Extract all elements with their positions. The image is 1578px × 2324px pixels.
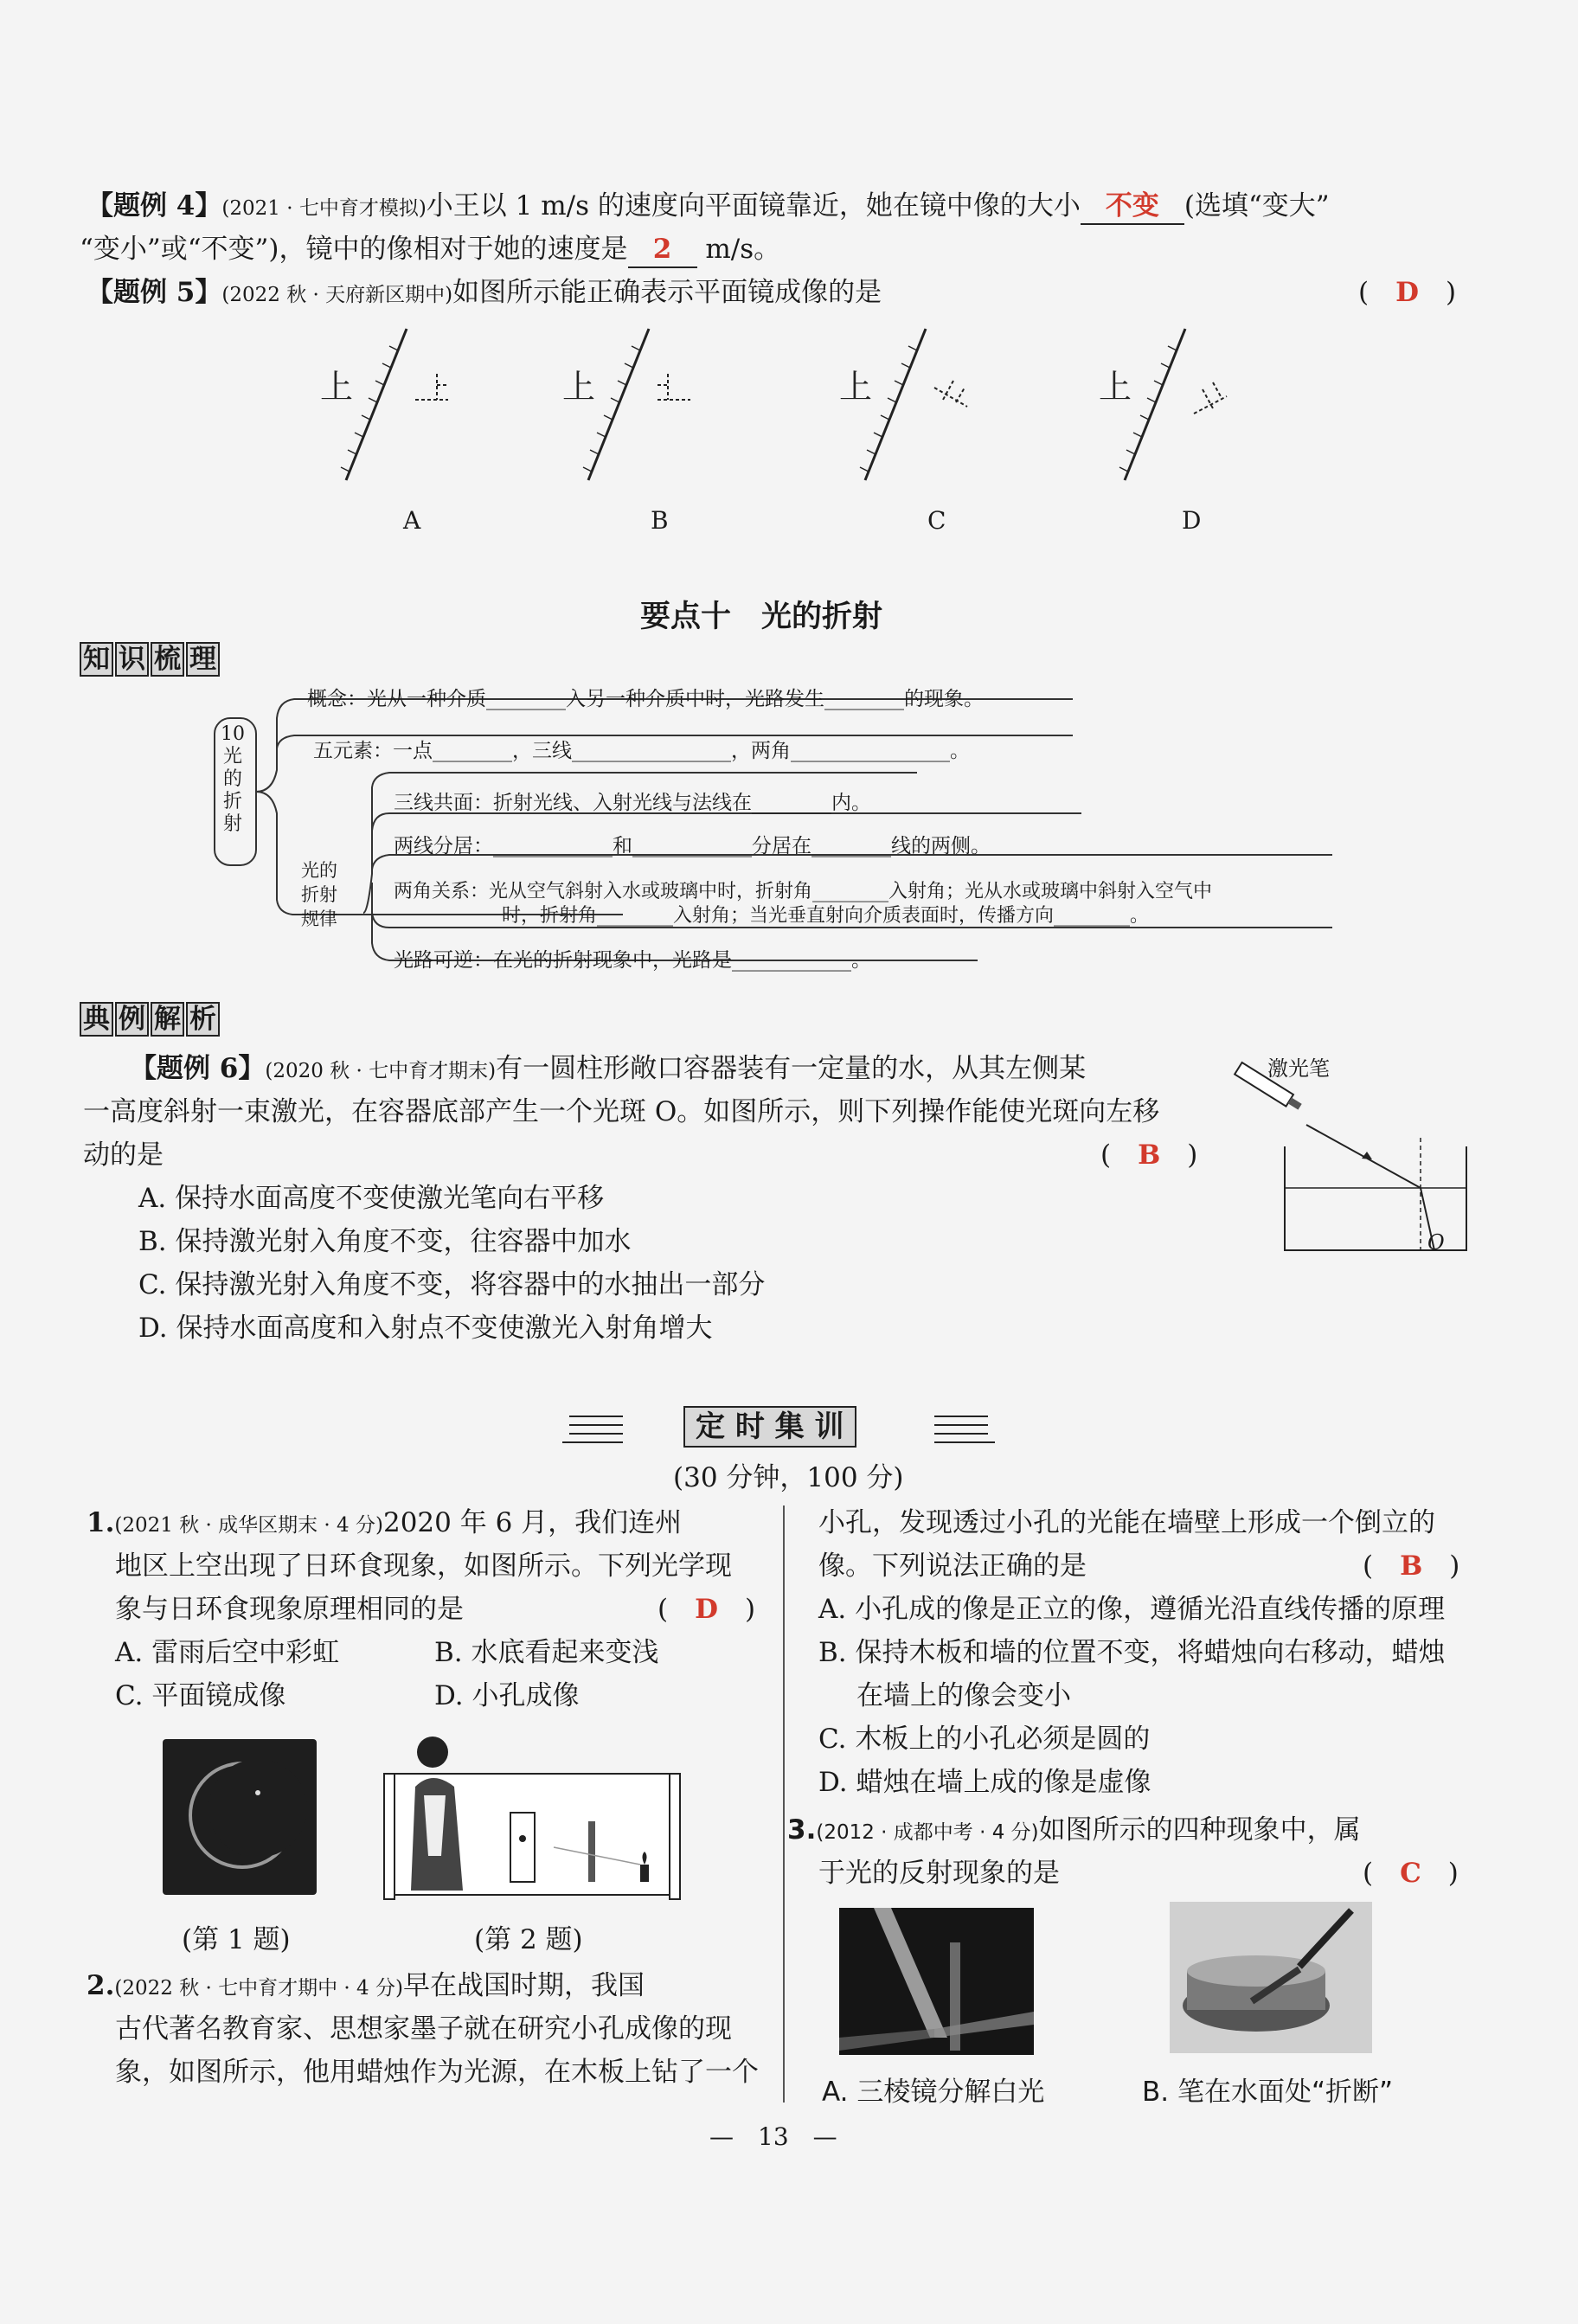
q6-source: (2020 秋 · 七中育才期末) xyxy=(265,1060,497,1082)
p2-option-b2: 在墙上的像会变小 xyxy=(856,1680,1071,1711)
p1-option-d: D. 小孔成像 xyxy=(434,1680,580,1711)
mirror-figure-a xyxy=(320,329,448,480)
q4-answer1: 不变 xyxy=(1081,189,1184,225)
p2-answer: B xyxy=(1400,1550,1423,1582)
page-number-line: — 13 — xyxy=(709,2122,837,2151)
q5-source: (2022 秋 · 天府新区期中) xyxy=(221,284,453,306)
q6-option-d: D. 保持水面高度和入射点不变使激光入射角增大 xyxy=(138,1313,713,1344)
p1-figure-caption: (第 1 题) xyxy=(182,1924,291,1955)
p1-option-c: C. 平面镜成像 xyxy=(115,1680,286,1711)
p1-source: (2021 秋 · 成华区期末 · 4 分) xyxy=(114,1514,383,1537)
p1-option-a: A. 雷雨后空中彩虹 xyxy=(115,1637,340,1668)
p2-line5: 像。下列说法正确的是 xyxy=(818,1550,1087,1582)
p1-option-b: B. 水底看起来变浅 xyxy=(434,1637,659,1668)
section-title: 要点十 光的折射 xyxy=(640,600,883,634)
q6-fig-point: O xyxy=(1427,1230,1445,1255)
q5-mirror-figures xyxy=(311,320,1263,493)
pen-water-scene xyxy=(1170,1902,1372,2053)
prism-photo xyxy=(839,1908,1034,2055)
q4-text2: (选填“变大” xyxy=(1184,190,1330,221)
mindmap-reverse: 光路可逆：在光的折射现象中，光路是____________。 xyxy=(394,949,871,972)
p1-line1 xyxy=(87,1505,682,1540)
q4-text3: “变小”或“不变”)，镜中的像相对于她的速度是 xyxy=(80,234,628,265)
p2-num: 2. xyxy=(87,1970,115,2001)
q4-tag: 【题例 4】 xyxy=(87,190,222,221)
p2-option-d: D. 蜡烛在墙上成的像是虚像 xyxy=(818,1767,1151,1798)
drill-title: 定 时 集 训 xyxy=(683,1406,856,1448)
q4-answer2: 2 xyxy=(628,232,697,268)
p1-line2: 地区上空出现了日环食现象，如图所示。下列光学现 xyxy=(115,1550,732,1582)
mindmap-sides: 两线分居：____________和____________分居在________线的两侧。 xyxy=(394,835,991,857)
q5-text: 如图所示能正确表示平面镜成像的是 xyxy=(452,277,882,308)
p3-source: (2012 · 成都中考 · 4 分) xyxy=(816,1821,1039,1844)
mindmap-plane: 三线共面：折射光线、入射光线与法线在________内。 xyxy=(394,792,871,814)
p2-line3: 象，如图所示，他用蜡烛作为光源，在木板上钻了一个 xyxy=(115,2057,759,2088)
q6-answer-bracket: ( B ) xyxy=(1100,1140,1198,1171)
p2-source: (2022 秋 · 七中育才期中 · 4 分) xyxy=(114,1977,403,2000)
q5-option-c: C xyxy=(927,506,946,535)
p2-line4: 小孔，发现透过小孔的光能在墙壁上形成一个倒立的 xyxy=(818,1507,1435,1538)
prism-beams xyxy=(839,1908,1034,2055)
mindmap-root: 10 光 的 折 射 xyxy=(221,723,245,835)
q5-answer-bracket: ( D ) xyxy=(1358,277,1457,308)
drill-time: (30 分钟，100 分) xyxy=(673,1462,904,1493)
q4-text1: 小王以 1 m/s 的速度向平面镜靠近，她在镜中像的大小 xyxy=(426,190,1081,221)
column-divider xyxy=(783,1505,785,2103)
q5-answer: D xyxy=(1395,277,1419,308)
example-char-3: 解 xyxy=(151,1002,184,1037)
p1-num: 1. xyxy=(87,1507,115,1538)
mozi-illustration xyxy=(381,1726,683,1908)
p2-text1: 早在战国时期，我国 xyxy=(402,1970,645,2001)
p3-num: 3. xyxy=(787,1814,817,1846)
q5-char-c: 上 xyxy=(839,368,873,406)
p2-option-b1: B. 保持木板和墙的位置不变，将蜡烛向右移动，蜡烛 xyxy=(818,1637,1446,1668)
p2-line2: 古代著名教育家、思想家墨子就在研究小孔成像的现 xyxy=(115,2013,732,2045)
q4-line1 xyxy=(87,189,1330,225)
example-heading xyxy=(80,1002,221,1037)
q5-char-b: 上 xyxy=(562,368,596,406)
q4-text4: m/s。 xyxy=(705,234,781,265)
mindmap-rule-label: 光的折射规律 xyxy=(301,860,337,929)
p3-answer-bracket: ( C ) xyxy=(1363,1858,1459,1889)
p2-option-c: C. 木板上的小孔必须是圆的 xyxy=(818,1724,1151,1755)
q6-line3: 动的是 xyxy=(83,1140,164,1171)
q6-tag: 【题例 6】 xyxy=(130,1053,266,1084)
p2-answer-bracket: ( B ) xyxy=(1363,1550,1460,1582)
knowledge-char-2: 识 xyxy=(115,642,149,677)
q4-source: (2021 · 七中育才模拟) xyxy=(221,197,427,220)
knowledge-char-3: 梳 xyxy=(151,642,184,677)
q5-char-a: 上 xyxy=(320,368,354,406)
p2-line1 xyxy=(87,1968,645,2003)
q5-char-d: 上 xyxy=(1099,368,1132,406)
q6-fig-label: 激光笔 xyxy=(1267,1056,1330,1081)
q4-line2 xyxy=(80,232,780,268)
eclipse-ring xyxy=(163,1739,317,1895)
p3-line1 xyxy=(787,1813,1361,1847)
p1-text1: 2020 年 6 月，我们连州 xyxy=(382,1507,683,1538)
q6-option-a: A. 保持水面高度不变使激光笔向右平移 xyxy=(138,1183,605,1214)
q6-text1: 有一圆柱形敞口容器装有一定量的水，从其左侧某 xyxy=(496,1053,1087,1084)
q5-option-d: D xyxy=(1182,506,1202,535)
p3-text1: 如图所示的四种现象中，属 xyxy=(1038,1814,1361,1846)
q5-line xyxy=(87,275,882,310)
mirror-figure-c xyxy=(839,329,967,480)
mindmap-five: 五元素：一点________，三线________________，两角________________。 xyxy=(313,740,970,762)
p3-caption-b: B. 笔在水面处“折断” xyxy=(1142,2077,1394,2108)
p3-caption-a: A. 三棱镜分解白光 xyxy=(822,2077,1045,2108)
p1-answer-bracket: ( D ) xyxy=(658,1594,756,1625)
example-char-4: 析 xyxy=(186,1002,220,1037)
knowledge-heading xyxy=(80,642,221,677)
example-char-1: 典 xyxy=(80,1002,113,1037)
mirror-figure-d xyxy=(1099,329,1227,480)
example-char-2: 例 xyxy=(115,1002,149,1037)
q6-answer: B xyxy=(1138,1140,1161,1171)
mirror-figure-b xyxy=(562,329,690,480)
q6-line2: 一高度斜射一束激光，在容器底部产生一个光斑 O。如图所示，则下列操作能使光斑向左移 xyxy=(83,1096,1160,1127)
mindmap-concept: 概念：光从一种介质________入另一种介质中时，光路发生________的现象。 xyxy=(307,688,984,710)
mindmap-angle1: 两角关系：光从空气斜射入水或玻璃中时，折射角________入射角；光从水或玻璃中斜射入空气中 xyxy=(394,881,1213,902)
p1-answer: D xyxy=(695,1594,718,1625)
q6-option-b: B. 保持激光射入角度不变，往容器中加水 xyxy=(138,1226,632,1257)
pen-water-photo xyxy=(1170,1902,1372,2053)
q5-option-a: A xyxy=(403,506,421,535)
q6-option-c: C. 保持激光射入角度不变，将容器中的水抽出一部分 xyxy=(138,1269,766,1300)
p3-answer: C xyxy=(1400,1858,1421,1889)
page-number: 13 xyxy=(758,2122,789,2151)
p3-line2: 于光的反射现象的是 xyxy=(818,1858,1060,1889)
q5-option-b: B xyxy=(651,506,669,535)
knowledge-char-4: 理 xyxy=(186,642,220,677)
q5-tag: 【题例 5】 xyxy=(87,277,222,308)
p2-option-a: A. 小孔成的像是正立的像，遵循光沿直线传播的原理 xyxy=(818,1594,1446,1625)
knowledge-char-1: 知 xyxy=(80,642,113,677)
p1-line3: 象与日环食现象原理相同的是 xyxy=(115,1594,464,1625)
mindmap-angle2: 时，折射角________入射角；当光垂直射向介质表面时，传播方向________。 xyxy=(502,905,1150,927)
q6-line1 xyxy=(130,1051,1086,1086)
eclipse-photo xyxy=(163,1739,317,1895)
p2-figure-caption: (第 2 题) xyxy=(474,1924,583,1955)
